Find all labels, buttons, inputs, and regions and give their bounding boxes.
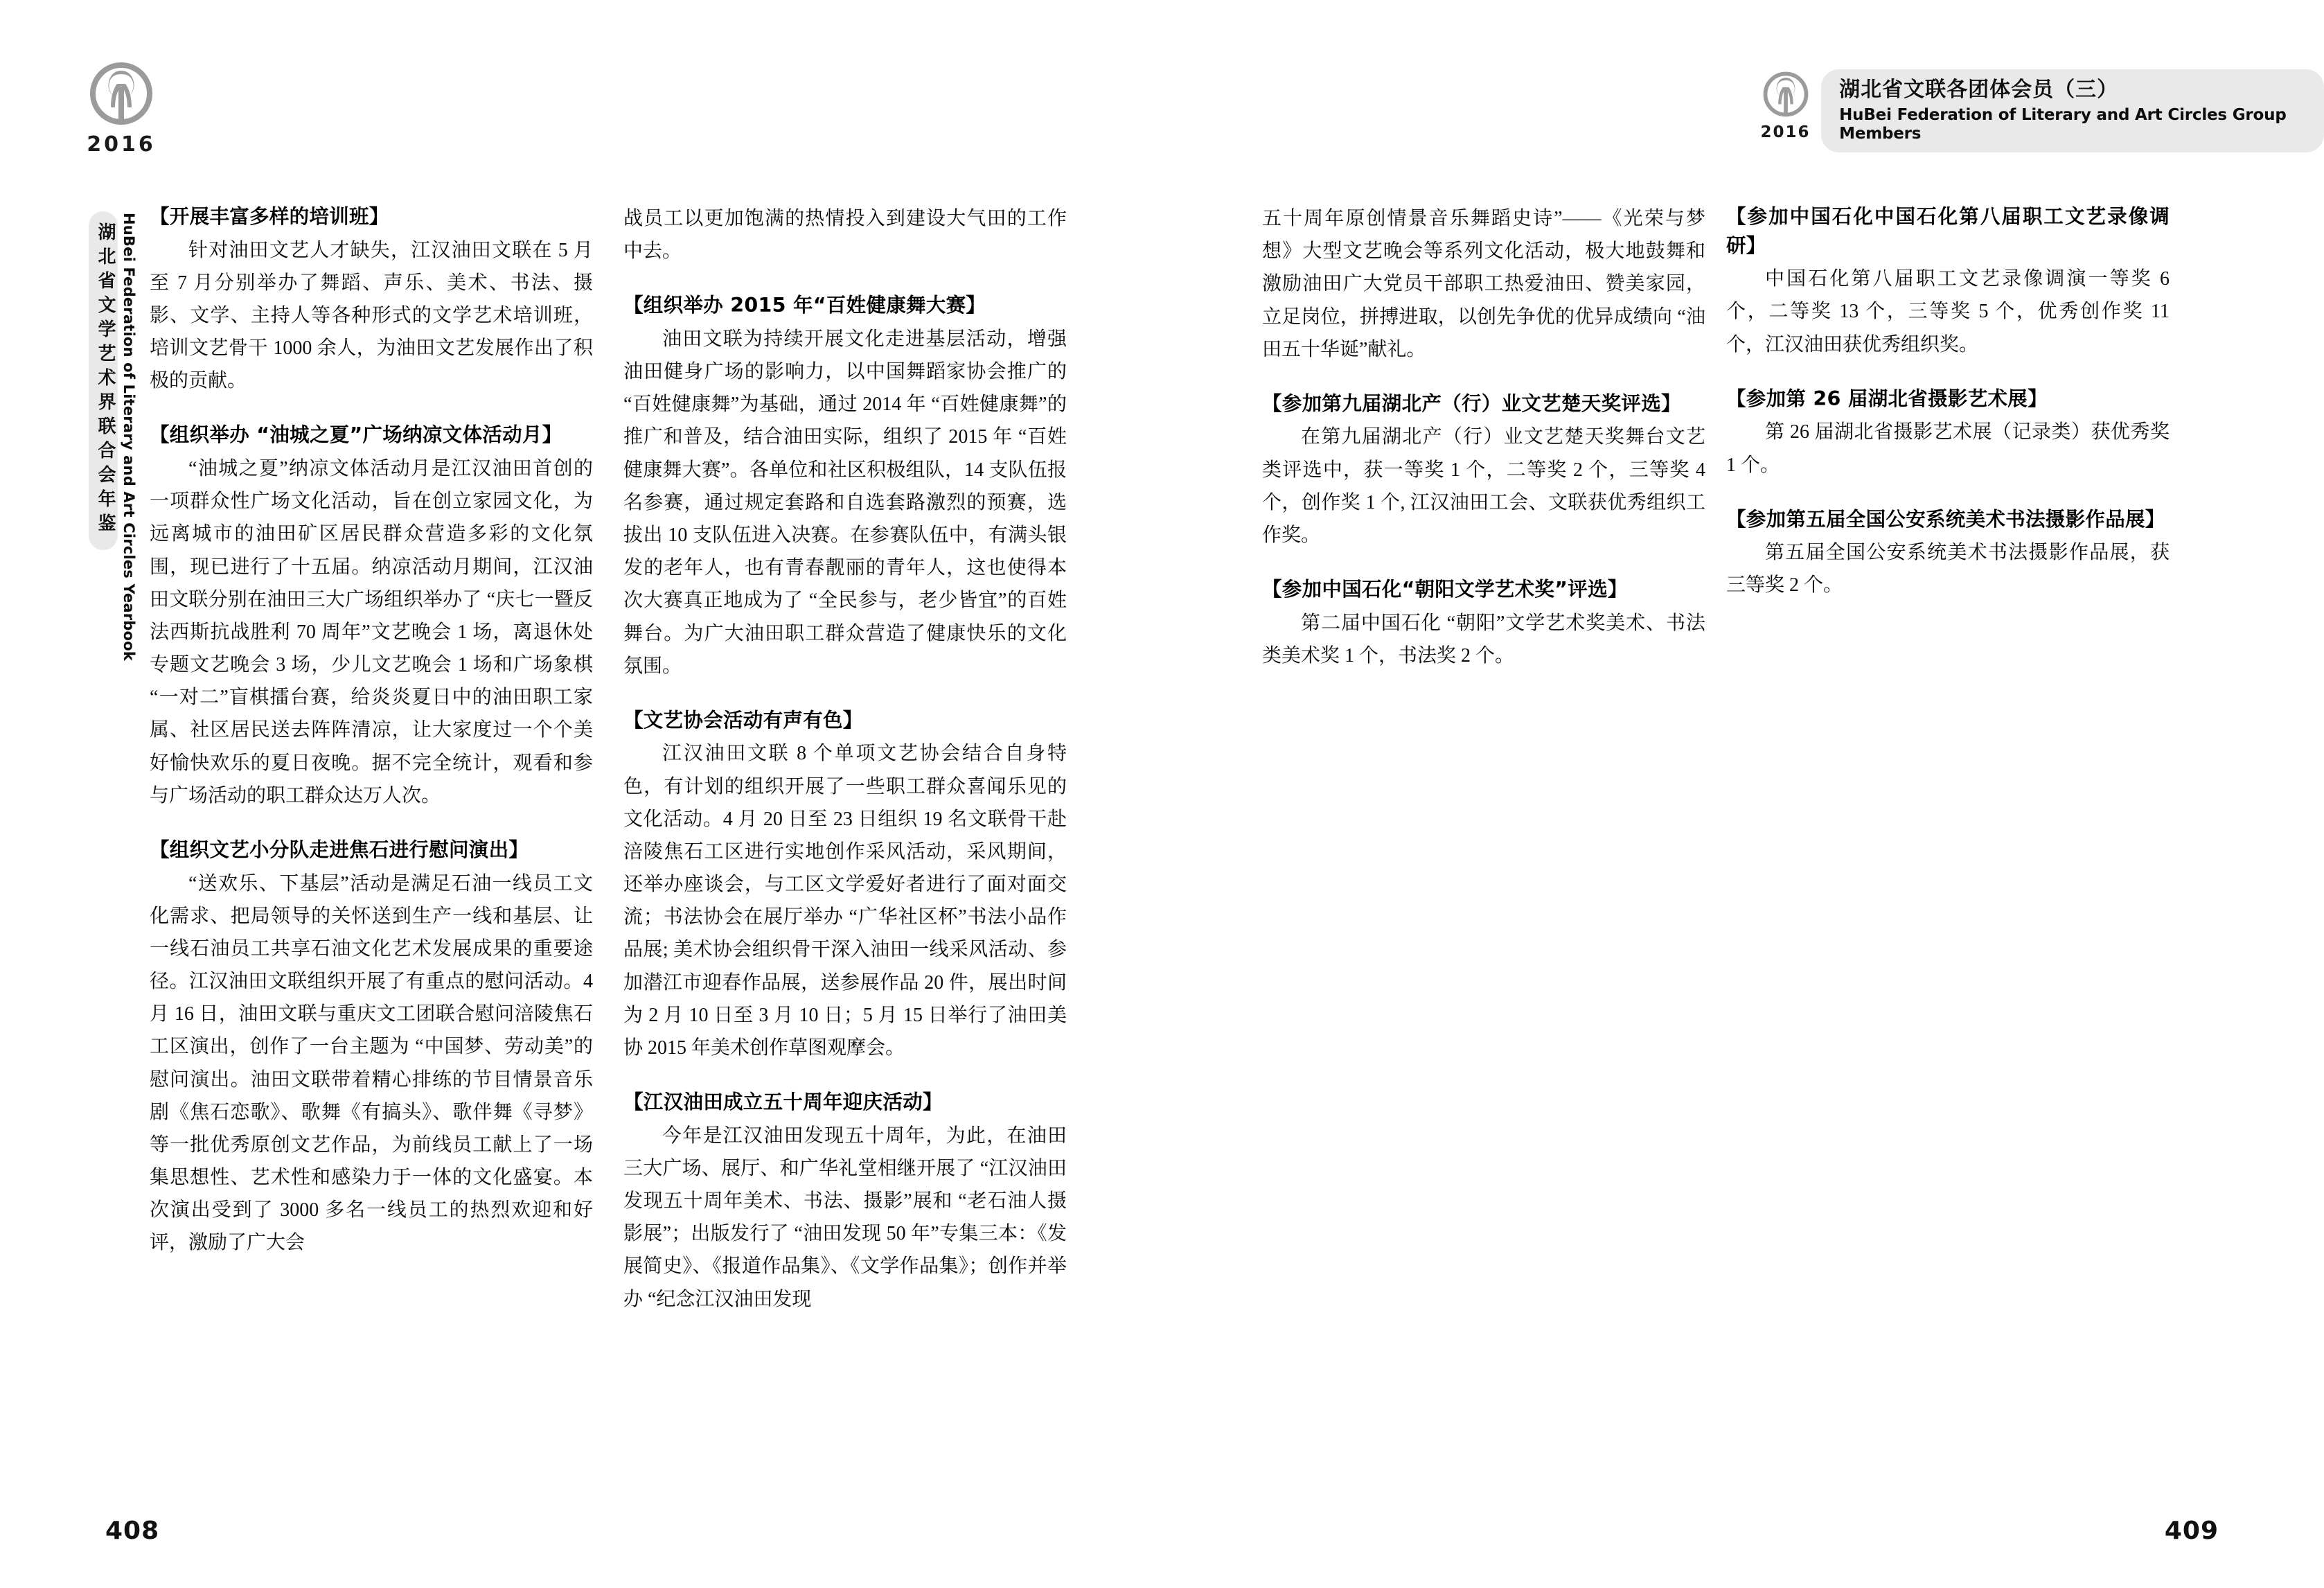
vertical-sidebar [78, 211, 161, 752]
section-body: 江汉油田文联 8 个单项文艺协会结合自身特色，有计划的组织开展了一些职工群众喜闻乐见的文化活动。4 月 20 日至 23 日组织 19 名文联骨干赴涪陵焦石工区进行实地创作采风活动，采风期间，还举办座谈会，与工区文学爱好者进行了面对面交流；书法协会在展厅举办 “广华社区杯”书法小品作品展; 美术协会组织骨干深入油田一线采风活动、参加潜江市迎春作品展，送参展作品 20 件，展出时间为 2 月 10 日至 3 月 10 日；5 月 15 日举行了油田美协 2015 年美术创作草图观摩会。 [623, 743, 1067, 1059]
article-section [150, 202, 593, 397]
section-heading: 【参加中国石化中国石化第八届职工文艺录像调研】 [1726, 205, 2170, 257]
section-body: 第 26 届湖北省摄影艺术展（记录类）获优秀奖 1 个。 [1726, 421, 2170, 476]
section-heading: 【参加第五届全国公安系统美术书法摄影作品展】 [1726, 507, 2165, 531]
hubei-federation-emblem-icon [87, 59, 156, 128]
column-2 [623, 202, 1067, 1316]
section-heading: 【参加第九届湖北产（行）业文艺楚天奖评选】 [1262, 391, 1681, 415]
page-number-left: 408 [105, 1517, 160, 1545]
column-3 [1262, 202, 1705, 672]
article-section [623, 291, 1067, 682]
hubei-federation-emblem-icon [1761, 69, 1811, 119]
article-section [623, 1088, 1067, 1316]
section-heading: 【江汉油田成立五十周年迎庆活动】 [623, 1091, 943, 1114]
article-section-continuation [623, 202, 1067, 267]
article-section [150, 836, 593, 1260]
article-section [1262, 575, 1705, 672]
sidebar-title-cn: 湖北省文学艺术界联合会年鉴 [89, 211, 118, 550]
header-masthead [1759, 69, 1811, 141]
brand-year: 2016 [87, 132, 156, 157]
section-body: “油城之夏”纳凉文体活动月是江汉油田首创的一项群众性广场文化活动，旨在创立家园文化，为远离城市的油田矿区居民群众营造多彩的文化氛围，现已进行了十五届。纳凉活动月期间，江汉油田文联分别在油田三大广场组织举办了 “庆七一暨反法西斯抗战胜利 70 周年”文艺晚会 1 场，离退休处专题文艺晚会 3 场，少儿文艺晚会 1 场和广场象棋 “一对二”盲棋擂台赛，给炎炎夏日中的油田职工家属、社区居民送去阵阵清凉，让大家度过一个个美好愉快欢乐的夏日夜晚。据不完全统计，观看和参与广场活动的职工群众达万人次。 [150, 458, 593, 806]
section-body: 中国石化第八届职工文艺录像调演一等奖 6 个，二等奖 13 个，三等奖 5 个，优秀创作奖 11 个，江汉油田获优秀组织奖。 [1726, 268, 2170, 355]
section-body: 在第九届湖北产（行）业文艺楚天奖舞台文艺类评选中，获一等奖 1 个，二等奖 2 个，三等奖 4 个，创作奖 1 个, 江汉油田工会、文联获优秀组织工作奖。 [1262, 426, 1705, 546]
page-header-banner [1759, 69, 2324, 151]
column-1 [150, 202, 593, 1260]
article-section [1726, 202, 2170, 361]
section-heading: 【开展丰富多样的培训班】 [150, 205, 389, 228]
sidebar-title-en: HuBei Federation of Literary and Art Circles Yearbook [121, 213, 137, 661]
article-section-continuation [1262, 202, 1705, 366]
article-section [150, 421, 593, 812]
section-body: 今年是江汉油田发现五十周年，为此，在油田三大广场、展厅、和广华礼堂相继开展了 “江汉油田发现五十周年美术、书法、摄影”展和 “老石油人摄影展”；出版发行了 “油田发现 50 年”专集三本：《发展简史》、《报道作品集》、《文学作品集》；创作并举办 “纪念江汉油田发现 [623, 1124, 1067, 1310]
article-section [1726, 385, 2170, 482]
header-year: 2016 [1760, 123, 1811, 141]
article-section [623, 706, 1067, 1064]
section-heading: 【组织文艺小分队走进焦石进行慰问演出】 [150, 838, 529, 861]
section-body: 五十周年原创情景音乐舞蹈史诗”——《光荣与梦想》大型文艺晚会等系列文化活动，极大地鼓舞和激励油田广大党员干部职工热爱油田、赞美家园，立足岗位，拼搏进取，以创先争优的优异成绩向 “油田五十华诞”献礼。 [1262, 208, 1705, 360]
section-body: 针对油田文艺人才缺失，江汉油田文联在 5 月至 7 月分别举办了舞蹈、声乐、美术、书法、摄影、文学、主持人等各种形式的文学艺术培训班，培训文艺骨干 1000 余人，为油田文艺发展作出了积极的贡献。 [150, 239, 593, 392]
page-number-right: 409 [2164, 1517, 2219, 1545]
article-section [1262, 389, 1705, 552]
article-section [1726, 505, 2170, 602]
header-band [1821, 69, 2324, 152]
section-heading: 【参加第 26 届湖北省摄影艺术展】 [1726, 387, 2048, 410]
section-heading: 【参加中国石化“朝阳文学艺术奖”评选】 [1262, 578, 1628, 601]
section-heading: 【组织举办 2015 年“百姓健康舞大赛】 [623, 294, 986, 317]
section-body: 第二届中国石化 “朝阳”文学艺术奖美术、书法类美术奖 1 个，书法奖 2 个。 [1262, 612, 1705, 667]
section-body: 第五届全国公安系统美术书法摄影作品展，获三等奖 2 个。 [1726, 542, 2170, 597]
header-title-en: HuBei Federation of Literary and Art Circles Group Members [1839, 105, 2287, 143]
section-body: “送欢乐、下基层”活动是满足石油一线员工文化需求、把局领导的关怀送到生产一线和基层、让一线石油员工共享石油文化艺术发展成果的重要途径。江汉油田文联组织开展了有重点的慰问活动。4 月 16 日，油田文联与重庆文工团联合慰问涪陵焦石工区演出，创作了一台主题为 “中国梦、劳动美”的慰问演出。油田文联带着精心排练的节目情景音乐剧《焦石恋歌》、歌舞《有搞头》、歌伴舞《寻梦》等一批优秀原创文艺作品，为前线员工献上了一场集思想性、艺术性和感染力于一体的文化盛宴。本次演出受到了 3000 多名一线员工的热烈欢迎和好评，激励了广大会 [150, 872, 593, 1254]
section-heading: 【组织举办 “油城之夏”广场纳凉文体活动月】 [150, 423, 562, 447]
left-masthead [76, 59, 166, 157]
section-heading: 【文艺协会活动有声有色】 [623, 708, 863, 732]
section-body: 油田文联为持续开展文化走进基层活动，增强油田健身广场的影响力，以中国舞蹈家协会推广的 “百姓健康舞”为基础，通过 2014 年 “百姓健康舞”的推广和普及，结合油田实际，组织了 2015 年 “百姓健康舞大赛”。各单位和社区积极组队，14 支队伍报名参赛，通过规定套路和自选套路激烈的预赛，选拔出 10 支队伍进入决赛。在参赛队伍中，有满头银发的老年人，也有青春靓丽的青年人，这也使得本次大赛真正地成为了 “全民参与，老少皆宜”的百姓舞台。为广大油田职工群众营造了健康快乐的文化氛围。 [623, 328, 1067, 677]
header-title-cn: 湖北省文联各团体会员（三） [1839, 78, 2119, 102]
column-4 [1726, 202, 2170, 602]
section-body: 战员工以更加饱满的热情投入到建设大气田的工作中去。 [623, 208, 1067, 263]
